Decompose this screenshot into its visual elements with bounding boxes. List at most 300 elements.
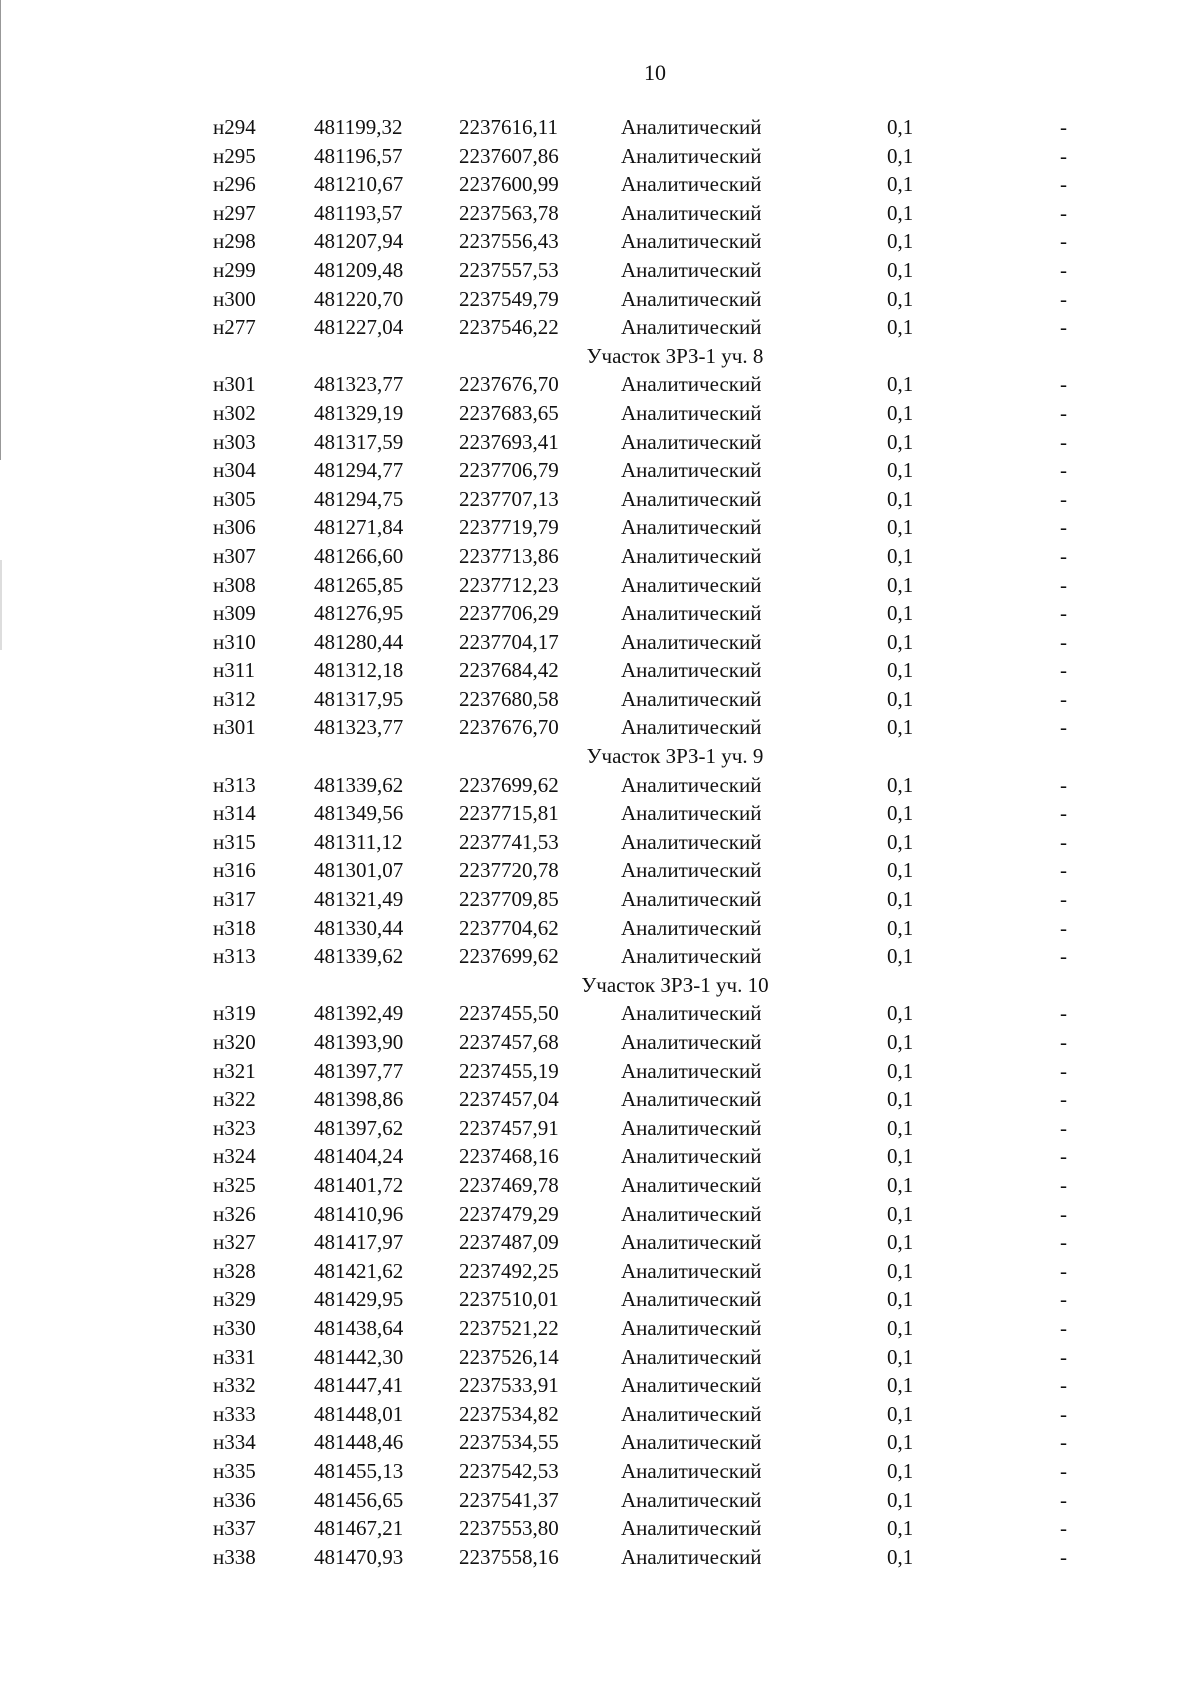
y-coordinate-cell: 2237542,53	[459, 1458, 559, 1483]
y-coordinate-cell: 2237469,78	[459, 1172, 559, 1197]
y-coordinate-cell: 2237720,78	[459, 858, 559, 883]
y-coordinate-cell: 2237684,42	[459, 658, 559, 683]
accuracy-cell: 0,1	[887, 944, 914, 969]
method-cell: Аналитический	[621, 143, 762, 168]
accuracy-cell: 0,1	[887, 601, 914, 626]
description-cell: -	[1060, 772, 1067, 797]
accuracy-cell: 0,1	[887, 1430, 914, 1455]
accuracy-cell: 0,1	[887, 400, 914, 425]
point-id-cell: н330	[213, 1315, 256, 1340]
y-coordinate-cell: 2237706,79	[459, 458, 559, 483]
accuracy-cell: 0,1	[887, 1287, 914, 1312]
description-cell: -	[1060, 486, 1067, 511]
table-row	[0, 1028, 1200, 1057]
table-row	[0, 1457, 1200, 1486]
table-row	[0, 513, 1200, 542]
method-cell: Аналитический	[621, 515, 762, 540]
y-coordinate-cell: 2237487,09	[459, 1230, 559, 1255]
description-cell: -	[1060, 1115, 1067, 1140]
point-id-cell: н316	[213, 858, 256, 883]
method-cell: Аналитический	[621, 543, 762, 568]
x-coordinate-cell: 481227,04	[314, 315, 404, 340]
description-cell: -	[1060, 1287, 1067, 1312]
description-cell: -	[1060, 887, 1067, 912]
x-coordinate-cell: 481321,49	[314, 887, 404, 912]
x-coordinate-cell: 481455,13	[314, 1458, 404, 1483]
x-coordinate-cell: 481447,41	[314, 1373, 404, 1398]
section-heading	[0, 971, 1200, 1000]
description-cell: -	[1060, 1315, 1067, 1340]
method-cell: Аналитический	[621, 229, 762, 254]
point-id-cell: н309	[213, 601, 256, 626]
method-cell: Аналитический	[621, 1030, 762, 1054]
method-cell: Аналитический	[621, 601, 762, 626]
point-id-cell: н333	[213, 1401, 256, 1426]
x-coordinate-cell: 481329,19	[314, 400, 404, 425]
table-row	[0, 1486, 1200, 1515]
table-row	[0, 771, 1200, 800]
accuracy-cell: 0,1	[887, 143, 914, 168]
accuracy-cell: 0,1	[887, 1115, 914, 1140]
y-coordinate-cell: 2237563,78	[459, 200, 559, 225]
x-coordinate-cell: 481220,70	[314, 286, 404, 311]
y-coordinate-cell: 2237546,22	[459, 315, 559, 340]
table-row	[0, 142, 1200, 171]
description-cell: -	[1060, 1172, 1067, 1197]
point-id-cell: н301	[213, 372, 256, 397]
method-cell: Аналитический	[621, 257, 762, 282]
y-coordinate-cell: 2237706,29	[459, 601, 559, 626]
accuracy-cell: 0,1	[887, 1401, 914, 1426]
description-cell: -	[1060, 629, 1067, 654]
accuracy-cell: 0,1	[887, 887, 914, 912]
point-id-cell: н313	[213, 944, 256, 969]
table-row	[0, 227, 1200, 256]
point-id-cell: н302	[213, 400, 256, 425]
table-row	[0, 942, 1200, 971]
table-row	[0, 1114, 1200, 1143]
accuracy-cell: 0,1	[887, 1344, 914, 1369]
point-id-cell: н301	[213, 715, 256, 740]
method-cell: Аналитический	[621, 629, 762, 654]
method-cell: Аналитический	[621, 658, 762, 683]
method-cell: Аналитический	[621, 1401, 762, 1426]
table-row	[0, 1371, 1200, 1400]
y-coordinate-cell: 2237693,41	[459, 429, 559, 454]
table-row	[0, 1200, 1200, 1229]
y-coordinate-cell: 2237680,58	[459, 686, 559, 711]
description-cell: -	[1060, 944, 1067, 969]
accuracy-cell: 0,1	[887, 200, 914, 225]
accuracy-cell: 0,1	[887, 115, 914, 139]
y-coordinate-cell: 2237534,82	[459, 1401, 559, 1426]
table-row	[0, 1057, 1200, 1086]
point-id-cell: н323	[213, 1115, 256, 1140]
y-coordinate-cell: 2237699,62	[459, 772, 559, 797]
x-coordinate-cell: 481301,07	[314, 858, 404, 883]
method-cell: Аналитический	[621, 315, 762, 340]
method-cell: Аналитический	[621, 801, 762, 826]
y-coordinate-cell: 2237455,19	[459, 1058, 559, 1083]
y-coordinate-cell: 2237704,62	[459, 915, 559, 940]
method-cell: Аналитический	[621, 1144, 762, 1169]
x-coordinate-cell: 481401,72	[314, 1172, 404, 1197]
method-cell: Аналитический	[621, 1430, 762, 1455]
table-row	[0, 571, 1200, 600]
description-cell: -	[1060, 172, 1067, 197]
point-id-cell: н297	[213, 200, 256, 225]
x-coordinate-cell: 481404,24	[314, 1144, 404, 1169]
method-cell: Аналитический	[621, 172, 762, 197]
x-coordinate-cell: 481323,77	[314, 715, 404, 740]
method-cell: Аналитический	[621, 400, 762, 425]
point-id-cell: н334	[213, 1430, 256, 1455]
method-cell: Аналитический	[621, 1258, 762, 1283]
accuracy-cell: 0,1	[887, 372, 914, 397]
accuracy-cell: 0,1	[887, 429, 914, 454]
x-coordinate-cell: 481199,32	[314, 115, 403, 139]
method-cell: Аналитический	[621, 1344, 762, 1369]
description-cell: -	[1060, 1430, 1067, 1455]
description-cell: -	[1060, 1230, 1067, 1255]
x-coordinate-cell: 481393,90	[314, 1030, 404, 1054]
description-cell: -	[1060, 1516, 1067, 1541]
y-coordinate-cell: 2237526,14	[459, 1344, 559, 1369]
y-coordinate-cell: 2237719,79	[459, 515, 559, 540]
method-cell: Аналитический	[621, 1544, 762, 1569]
point-id-cell: н335	[213, 1458, 256, 1483]
section-heading	[0, 742, 1200, 771]
point-id-cell: н315	[213, 829, 256, 854]
method-cell: Аналитический	[621, 286, 762, 311]
point-id-cell: н317	[213, 887, 256, 912]
x-coordinate-cell: 481294,75	[314, 486, 404, 511]
table-row	[0, 199, 1200, 228]
point-id-cell: н306	[213, 515, 256, 540]
point-id-cell: н318	[213, 915, 256, 940]
table-row	[0, 1285, 1200, 1314]
description-cell: -	[1060, 1458, 1067, 1483]
description-cell: -	[1060, 1087, 1067, 1112]
point-id-cell: н296	[213, 172, 256, 197]
point-id-cell: н329	[213, 1287, 256, 1312]
x-coordinate-cell: 481470,93	[314, 1544, 404, 1569]
point-id-cell: н299	[213, 257, 256, 282]
x-coordinate-cell: 481442,30	[314, 1344, 404, 1369]
accuracy-cell: 0,1	[887, 315, 914, 340]
x-coordinate-cell: 481429,95	[314, 1287, 404, 1312]
accuracy-cell: 0,1	[887, 1030, 914, 1054]
y-coordinate-cell: 2237741,53	[459, 829, 559, 854]
description-cell: -	[1060, 315, 1067, 340]
accuracy-cell: 0,1	[887, 1373, 914, 1398]
method-cell: Аналитический	[621, 1001, 762, 1026]
description-cell: -	[1060, 572, 1067, 597]
description-cell: -	[1060, 400, 1067, 425]
y-coordinate-cell: 2237713,86	[459, 543, 559, 568]
table-row	[0, 485, 1200, 514]
point-id-cell: н320	[213, 1030, 256, 1054]
point-id-cell: н328	[213, 1258, 256, 1283]
table-row	[0, 828, 1200, 857]
description-cell: -	[1060, 257, 1067, 282]
accuracy-cell: 0,1	[887, 515, 914, 540]
y-coordinate-cell: 2237557,53	[459, 257, 559, 282]
accuracy-cell: 0,1	[887, 486, 914, 511]
point-id-cell: н312	[213, 686, 256, 711]
method-cell: Аналитический	[621, 686, 762, 711]
description-cell: -	[1060, 686, 1067, 711]
section-heading	[0, 342, 1200, 371]
table-row	[0, 313, 1200, 342]
point-id-cell: н336	[213, 1487, 256, 1512]
x-coordinate-cell: 481207,94	[314, 229, 404, 254]
point-id-cell: н324	[213, 1144, 256, 1169]
description-cell: -	[1060, 1487, 1067, 1512]
point-id-cell: н295	[213, 143, 256, 168]
description-cell: -	[1060, 200, 1067, 225]
description-cell: -	[1060, 1344, 1067, 1369]
y-coordinate-cell: 2237712,23	[459, 572, 559, 597]
accuracy-cell: 0,1	[887, 1258, 914, 1283]
section-title: Участок ЗРЗ-1 уч. 8	[586, 343, 764, 368]
table-row	[0, 1343, 1200, 1372]
accuracy-cell: 0,1	[887, 1001, 914, 1026]
x-coordinate-cell: 481193,57	[314, 200, 403, 225]
x-coordinate-cell: 481311,12	[314, 829, 403, 854]
y-coordinate-cell: 2237534,55	[459, 1430, 559, 1455]
accuracy-cell: 0,1	[887, 801, 914, 826]
point-id-cell: н277	[213, 315, 256, 340]
x-coordinate-cell: 481323,77	[314, 372, 404, 397]
x-coordinate-cell: 481330,44	[314, 915, 404, 940]
y-coordinate-cell: 2237707,13	[459, 486, 559, 511]
point-id-cell: н303	[213, 429, 256, 454]
method-cell: Аналитический	[621, 1087, 762, 1112]
x-coordinate-cell: 481448,01	[314, 1401, 404, 1426]
table-row	[0, 713, 1200, 742]
table-row	[0, 1314, 1200, 1343]
y-coordinate-cell: 2237510,01	[459, 1287, 559, 1312]
accuracy-cell: 0,1	[887, 1087, 914, 1112]
description-cell: -	[1060, 1373, 1067, 1398]
point-id-cell: н327	[213, 1230, 256, 1255]
method-cell: Аналитический	[621, 1315, 762, 1340]
x-coordinate-cell: 481276,95	[314, 601, 404, 626]
table-row	[0, 370, 1200, 399]
accuracy-cell: 0,1	[887, 257, 914, 282]
method-cell: Аналитический	[621, 1458, 762, 1483]
table-row	[0, 1228, 1200, 1257]
description-cell: -	[1060, 543, 1067, 568]
x-coordinate-cell: 481210,67	[314, 172, 404, 197]
y-coordinate-cell: 2237600,99	[459, 172, 559, 197]
x-coordinate-cell: 481397,62	[314, 1115, 404, 1140]
x-coordinate-cell: 481417,97	[314, 1230, 404, 1255]
description-cell: -	[1060, 1144, 1067, 1169]
y-coordinate-cell: 2237556,43	[459, 229, 559, 254]
table-row	[0, 1171, 1200, 1200]
y-coordinate-cell: 2237709,85	[459, 887, 559, 912]
x-coordinate-cell: 481349,56	[314, 801, 404, 826]
description-cell: -	[1060, 715, 1067, 740]
accuracy-cell: 0,1	[887, 1144, 914, 1169]
method-cell: Аналитический	[621, 1115, 762, 1140]
method-cell: Аналитический	[621, 1201, 762, 1226]
accuracy-cell: 0,1	[887, 572, 914, 597]
y-coordinate-cell: 2237468,16	[459, 1144, 559, 1169]
method-cell: Аналитический	[621, 486, 762, 511]
method-cell: Аналитический	[621, 944, 762, 969]
description-cell: -	[1060, 1030, 1067, 1054]
x-coordinate-cell: 481209,48	[314, 257, 404, 282]
y-coordinate-cell: 2237683,65	[459, 400, 559, 425]
y-coordinate-cell: 2237479,29	[459, 1201, 559, 1226]
description-cell: -	[1060, 515, 1067, 540]
accuracy-cell: 0,1	[887, 1516, 914, 1541]
accuracy-cell: 0,1	[887, 286, 914, 311]
y-coordinate-cell: 2237457,04	[459, 1087, 559, 1112]
table-row	[0, 1543, 1200, 1572]
y-coordinate-cell: 2237457,91	[459, 1115, 559, 1140]
accuracy-cell: 0,1	[887, 543, 914, 568]
x-coordinate-cell: 481294,77	[314, 458, 404, 483]
point-id-cell: н325	[213, 1172, 256, 1197]
table-row	[0, 285, 1200, 314]
point-id-cell: н300	[213, 286, 256, 311]
table-row	[0, 456, 1200, 485]
accuracy-cell: 0,1	[887, 1544, 914, 1569]
table-row	[0, 628, 1200, 657]
point-id-cell: н304	[213, 458, 256, 483]
y-coordinate-cell: 2237541,37	[459, 1487, 559, 1512]
description-cell: -	[1060, 801, 1067, 826]
accuracy-cell: 0,1	[887, 1458, 914, 1483]
point-id-cell: н332	[213, 1373, 256, 1398]
method-cell: Аналитический	[621, 572, 762, 597]
description-cell: -	[1060, 1058, 1067, 1083]
description-cell: -	[1060, 1401, 1067, 1426]
table-row	[0, 1257, 1200, 1286]
x-coordinate-cell: 481339,62	[314, 772, 404, 797]
point-id-cell: н305	[213, 486, 256, 511]
accuracy-cell: 0,1	[887, 715, 914, 740]
table-row	[0, 799, 1200, 828]
accuracy-cell: 0,1	[887, 1172, 914, 1197]
point-id-cell: н308	[213, 572, 256, 597]
table-row	[0, 856, 1200, 885]
y-coordinate-cell: 2237676,70	[459, 372, 559, 397]
description-cell: -	[1060, 1258, 1067, 1283]
description-cell: -	[1060, 658, 1067, 683]
accuracy-cell: 0,1	[887, 1315, 914, 1340]
table-row	[0, 170, 1200, 199]
description-cell: -	[1060, 229, 1067, 254]
table-row	[0, 1085, 1200, 1114]
table-row	[0, 685, 1200, 714]
method-cell: Аналитический	[621, 887, 762, 912]
method-cell: Аналитический	[621, 458, 762, 483]
table-row	[0, 1428, 1200, 1457]
method-cell: Аналитический	[621, 1058, 762, 1083]
point-id-cell: н322	[213, 1087, 256, 1112]
y-coordinate-cell: 2237607,86	[459, 143, 559, 168]
accuracy-cell: 0,1	[887, 658, 914, 683]
x-coordinate-cell: 481317,59	[314, 429, 404, 454]
y-coordinate-cell: 2237457,68	[459, 1030, 559, 1054]
page-number: 10	[644, 60, 666, 85]
accuracy-cell: 0,1	[887, 458, 914, 483]
description-cell: -	[1060, 115, 1067, 139]
point-id-cell: н338	[213, 1544, 256, 1569]
accuracy-cell: 0,1	[887, 1201, 914, 1226]
table-row	[0, 113, 1200, 142]
point-id-cell: н298	[213, 229, 256, 254]
point-id-cell: н337	[213, 1516, 256, 1541]
method-cell: Аналитический	[621, 829, 762, 854]
table-row	[0, 428, 1200, 457]
table-row	[0, 885, 1200, 914]
coordinates-table	[0, 113, 1200, 1571]
accuracy-cell: 0,1	[887, 858, 914, 883]
table-row	[0, 1400, 1200, 1429]
method-cell: Аналитический	[621, 858, 762, 883]
table-row	[0, 399, 1200, 428]
point-id-cell: н307	[213, 543, 256, 568]
y-coordinate-cell: 2237455,50	[459, 1001, 559, 1026]
x-coordinate-cell: 481398,86	[314, 1087, 404, 1112]
point-id-cell: н319	[213, 1001, 256, 1026]
description-cell: -	[1060, 1001, 1067, 1026]
x-coordinate-cell: 481317,95	[314, 686, 404, 711]
description-cell: -	[1060, 1201, 1067, 1226]
description-cell: -	[1060, 915, 1067, 940]
y-coordinate-cell: 2237715,81	[459, 801, 559, 826]
accuracy-cell: 0,1	[887, 772, 914, 797]
x-coordinate-cell: 481392,49	[314, 1001, 404, 1026]
section-title: Участок ЗРЗ-1 уч. 10	[581, 972, 769, 997]
description-cell: -	[1060, 143, 1067, 168]
y-coordinate-cell: 2237492,25	[459, 1258, 559, 1283]
y-coordinate-cell: 2237521,22	[459, 1315, 559, 1340]
table-row	[0, 599, 1200, 628]
table-row	[0, 1514, 1200, 1543]
table-row	[0, 999, 1200, 1028]
x-coordinate-cell: 481467,21	[314, 1516, 404, 1541]
y-coordinate-cell: 2237553,80	[459, 1516, 559, 1541]
description-cell: -	[1060, 1544, 1067, 1569]
method-cell: Аналитический	[621, 1230, 762, 1255]
y-coordinate-cell: 2237558,16	[459, 1544, 559, 1569]
accuracy-cell: 0,1	[887, 686, 914, 711]
accuracy-cell: 0,1	[887, 1230, 914, 1255]
method-cell: Аналитический	[621, 115, 762, 139]
x-coordinate-cell: 481438,64	[314, 1315, 404, 1340]
method-cell: Аналитический	[621, 1373, 762, 1398]
point-id-cell: н313	[213, 772, 256, 797]
y-coordinate-cell: 2237533,91	[459, 1373, 559, 1398]
y-coordinate-cell: 2237676,70	[459, 715, 559, 740]
accuracy-cell: 0,1	[887, 829, 914, 854]
accuracy-cell: 0,1	[887, 629, 914, 654]
description-cell: -	[1060, 458, 1067, 483]
x-coordinate-cell: 481266,60	[314, 543, 404, 568]
table-row	[0, 256, 1200, 285]
table-row	[0, 656, 1200, 685]
x-coordinate-cell: 481312,18	[314, 658, 404, 683]
description-cell: -	[1060, 286, 1067, 311]
point-id-cell: н294	[213, 115, 256, 139]
